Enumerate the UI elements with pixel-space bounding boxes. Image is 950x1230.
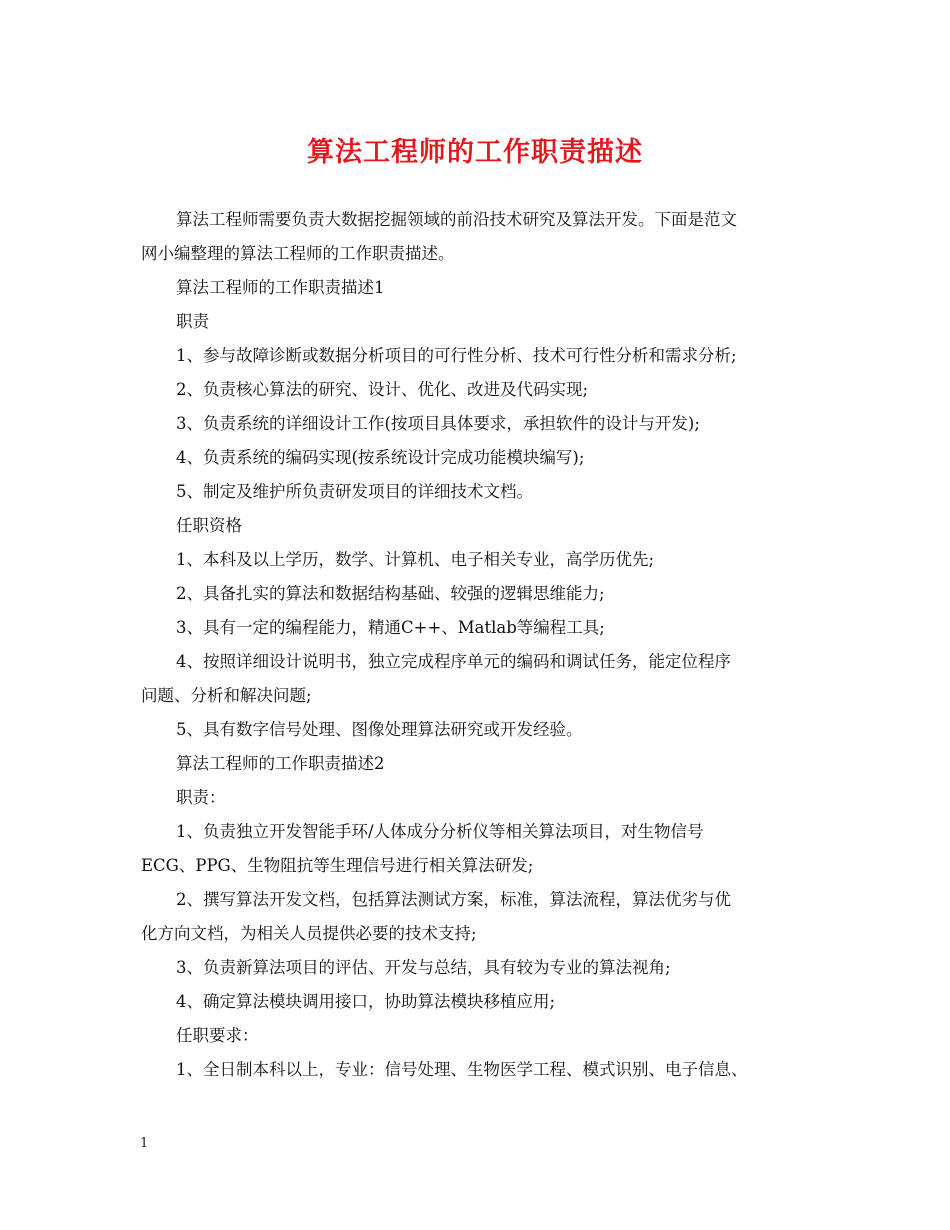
page-number: 1 bbox=[140, 1136, 149, 1151]
paragraph-line: 网小编整理的算法工程师的工作职责描述。 bbox=[141, 244, 455, 263]
paragraph-line: 2、负责核心算法的研究、设计、优化、改进及代码实现; bbox=[176, 380, 589, 399]
paragraph-line: 任职要求： bbox=[176, 1026, 259, 1045]
paragraph-line: 3、负责新算法项目的评估、开发与总结，具有较为专业的算法视角; bbox=[176, 958, 671, 977]
paragraph-line: ECG、PPG、生物阻抗等生理信号进行相关算法研发; bbox=[141, 856, 534, 875]
document-title: 算法工程师的工作职责描述 bbox=[307, 137, 643, 168]
paragraph-line: 1、本科及以上学历，数学、计算机、电子相关专业，高学历优先; bbox=[176, 550, 655, 569]
paragraph-line: 4、负责系统的编码实现(按系统设计完成功能模块编写); bbox=[176, 448, 585, 467]
paragraph-line: 2、撰写算法开发文档，包括算法测试方案，标准，算法流程，算法优劣与优 bbox=[176, 890, 731, 909]
paragraph-line: 5、具有数字信号处理、图像处理算法研究或开发经验。 bbox=[176, 720, 583, 739]
paragraph-line: 1、全日制本科以上，专业：信号处理、生物医学工程、模式识别、电子信息、 bbox=[176, 1060, 748, 1079]
paragraph-line: 职责： bbox=[176, 788, 226, 807]
paragraph-line: 3、负责系统的详细设计工作(按项目具体要求，承担软件的设计与开发); bbox=[176, 414, 700, 433]
paragraph-line: 职责 bbox=[176, 312, 209, 331]
paragraph-line: 1、参与故障诊断或数据分析项目的可行性分析、技术可行性分析和需求分析; bbox=[176, 346, 737, 365]
paragraph-line: 5、制定及维护所负责研发项目的详细技术文档。 bbox=[176, 482, 533, 501]
paragraph-line: 4、确定算法模块调用接口，协助算法模块移植应用; bbox=[176, 992, 556, 1011]
paragraph-line: 算法工程师的工作职责描述1 bbox=[176, 278, 385, 297]
paragraph-line: 算法工程师需要负责大数据挖掘领域的前沿技术研究及算法开发。下面是范文 bbox=[176, 210, 737, 229]
paragraph-line: 问题、分析和解决问题; bbox=[141, 686, 312, 705]
document-body bbox=[141, 203, 811, 1087]
paragraph-line: 4、按照详细设计说明书，独立完成程序单元的编码和调试任务，能定位程序 bbox=[176, 652, 731, 671]
paragraph-line: 3、具有一定的编程能力，精通C++、Matlab等编程工具; bbox=[176, 618, 605, 637]
paragraph-line: 2、具备扎实的算法和数据结构基础、较强的逻辑思维能力; bbox=[176, 584, 605, 603]
paragraph-line: 化方向文档，为相关人员提供必要的技术支持; bbox=[141, 924, 477, 943]
paragraph-line: 算法工程师的工作职责描述2 bbox=[176, 754, 385, 773]
paragraph-line: 任职资格 bbox=[176, 516, 242, 535]
paragraph-line: 1、负责独立开发智能手环/人体成分分析仪等相关算法项目，对生物信号 bbox=[176, 822, 704, 841]
